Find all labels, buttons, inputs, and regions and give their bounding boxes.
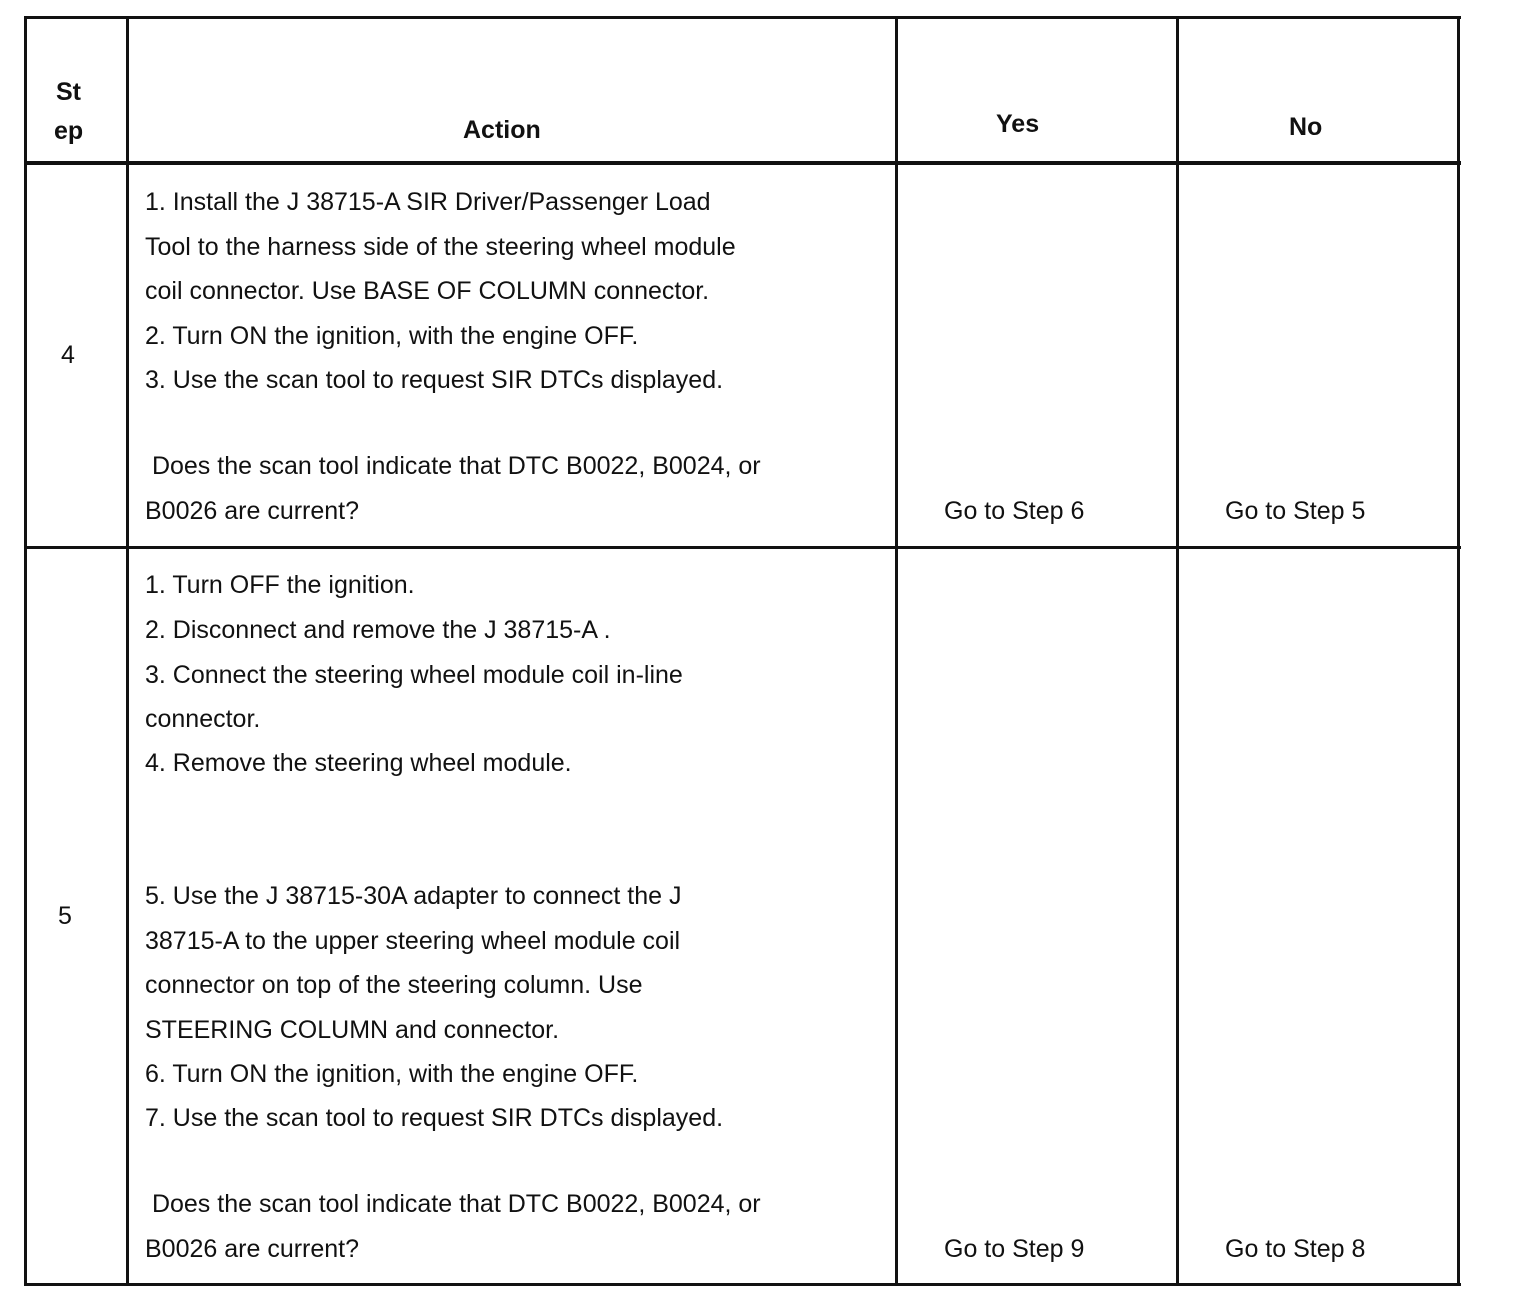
action-text-line: 3. Connect the steering wheel module coil in-line — [145, 661, 683, 689]
action-text-line: STEERING COLUMN and connector. — [145, 1016, 560, 1044]
table-border-top — [24, 16, 1461, 19]
action-text-line: 5. Use the J 38715-30A adapter to connect the J — [145, 882, 682, 910]
header-step-part2: ep — [54, 117, 84, 145]
action-text-line: 2. Disconnect and remove the J 38715-A . — [145, 616, 611, 644]
action-text-line: coil connector. Use BASE OF COLUMN connector. — [145, 277, 710, 305]
step-number: 4 — [61, 341, 75, 369]
table-border-left — [24, 16, 27, 1286]
header-no: No — [1289, 113, 1323, 141]
action-text-line: 2. Turn ON the ignition, with the engine OFF. — [145, 322, 639, 350]
no-result: Go to Step 5 — [1225, 497, 1366, 525]
action-text-line: connector. — [145, 705, 261, 733]
action-text-line: 3. Use the scan tool to request SIR DTCs displayed. — [145, 366, 724, 394]
yes-result: Go to Step 6 — [944, 497, 1085, 525]
action-text-line: Tool to the harness side of the steering wheel module — [145, 233, 736, 261]
action-text-line: 4. Remove the steering wheel module. — [145, 749, 572, 777]
table-border-right — [1457, 16, 1460, 1286]
header-divider — [24, 161, 1461, 165]
action-text-line: 38715-A to the upper steering wheel module coil — [145, 927, 681, 955]
action-text-line: 1. Turn OFF the ignition. — [145, 571, 415, 599]
row-divider — [24, 546, 1461, 549]
action-text-line: connector on top of the steering column. Use — [145, 971, 643, 999]
header-action: Action — [463, 116, 541, 144]
column-divider-yes — [895, 16, 898, 1286]
step-number: 5 — [58, 902, 72, 930]
question-text-line: Does the scan tool indicate that DTC B0022, B0024, or — [145, 1190, 761, 1218]
question-text-line: Does the scan tool indicate that DTC B0022, B0024, or — [145, 452, 761, 480]
column-divider-action — [126, 16, 129, 1286]
yes-result: Go to Step 9 — [944, 1235, 1085, 1263]
column-divider-no — [1176, 16, 1179, 1286]
action-text-line: 6. Turn ON the ignition, with the engine OFF. — [145, 1060, 639, 1088]
action-text-line: 7. Use the scan tool to request SIR DTCs displayed. — [145, 1104, 724, 1132]
action-text-line: 1. Install the J 38715-A SIR Driver/Passenger Load — [145, 188, 711, 216]
no-result: Go to Step 8 — [1225, 1235, 1366, 1263]
header-step-part1: St — [56, 78, 81, 106]
question-text-line: B0026 are current? — [145, 1235, 360, 1263]
question-text-line: B0026 are current? — [145, 497, 360, 525]
table-border-bottom — [24, 1283, 1461, 1286]
header-yes: Yes — [996, 110, 1040, 138]
